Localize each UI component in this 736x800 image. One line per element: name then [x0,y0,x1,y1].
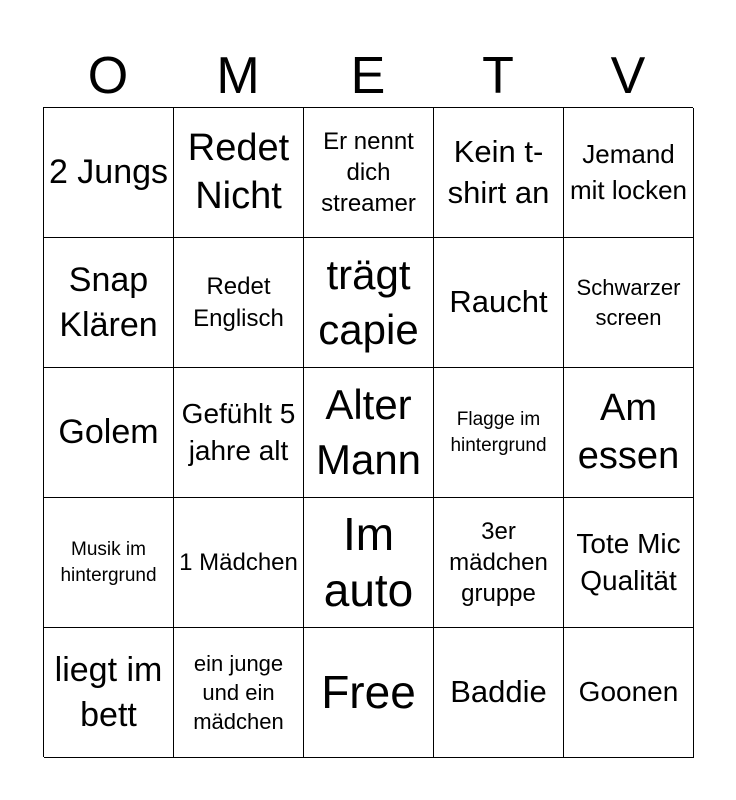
cell-text: Gefühlt 5 jahre alt [181,398,296,466]
bingo-cell[interactable] [44,238,174,368]
bingo-cell[interactable] [44,628,174,758]
bingo-cell-free[interactable] [304,628,434,758]
cell-text: Tote Mic Qualität [576,528,681,596]
cell-text: Am essen [577,387,680,477]
cell-text: Jemand mit locken [569,139,688,205]
bingo-cell[interactable] [44,498,174,628]
bingo-cell[interactable] [564,368,694,498]
cell-text: Free [321,665,416,718]
cell-text: Golem [58,413,159,452]
bingo-cell[interactable] [304,368,434,498]
header-letter-o: O [87,47,129,105]
bingo-cell[interactable] [174,368,304,498]
bingo-cell[interactable] [564,628,694,758]
bingo-cell[interactable] [434,108,564,238]
cell-text: Goonen [578,676,679,708]
cell-text: Raucht [449,284,548,320]
header-letter-v: V [610,47,646,105]
cell-text: Schwarzer screen [576,275,681,330]
bingo-cell[interactable] [44,108,174,238]
bingo-cell[interactable] [434,498,564,628]
header-letter-t: T [482,47,514,105]
bingo-header [43,44,693,108]
bingo-cell[interactable] [564,108,694,238]
cell-text: trägt capie [318,250,419,353]
bingo-cell[interactable] [304,108,434,238]
cell-text: ein junge und ein mädchen [193,650,284,735]
bingo-cell[interactable] [434,368,564,498]
bingo-cell[interactable] [304,498,434,628]
cell-text: 2 Jungs [48,153,169,192]
bingo-cell[interactable] [174,628,304,758]
header-letter-e: E [350,47,386,105]
bingo-cell[interactable] [44,368,174,498]
cell-text: Redet Nicht [187,127,290,217]
cell-text: 3er mädchen gruppe [449,517,548,608]
cell-text: Kein t-shirt an [447,133,550,210]
cell-text: Baddie [450,674,547,710]
bingo-cell[interactable] [564,498,694,628]
cell-text: Im auto [323,508,414,616]
cell-text: Er nennt dich streamer [321,127,416,218]
cell-text: Alter Mann [315,380,422,483]
header-letter-m: M [216,47,260,105]
bingo-cell[interactable] [304,238,434,368]
cell-text: 1 Mädchen [179,548,298,576]
cell-text: Redet Englisch [193,273,284,332]
bingo-cell[interactable] [174,498,304,628]
bingo-cell[interactable] [434,628,564,758]
bingo-cell[interactable] [174,108,304,238]
cell-text: liegt im bett [54,651,163,734]
cell-text: Snap Klären [59,261,158,344]
bingo-cell[interactable] [174,238,304,368]
bingo-cell[interactable] [564,238,694,368]
bingo-board [43,107,693,757]
cell-text: Flagge im hintergrund [450,408,547,456]
bingo-cell[interactable] [434,238,564,368]
cell-text: Musik im hintergrund [60,538,157,586]
